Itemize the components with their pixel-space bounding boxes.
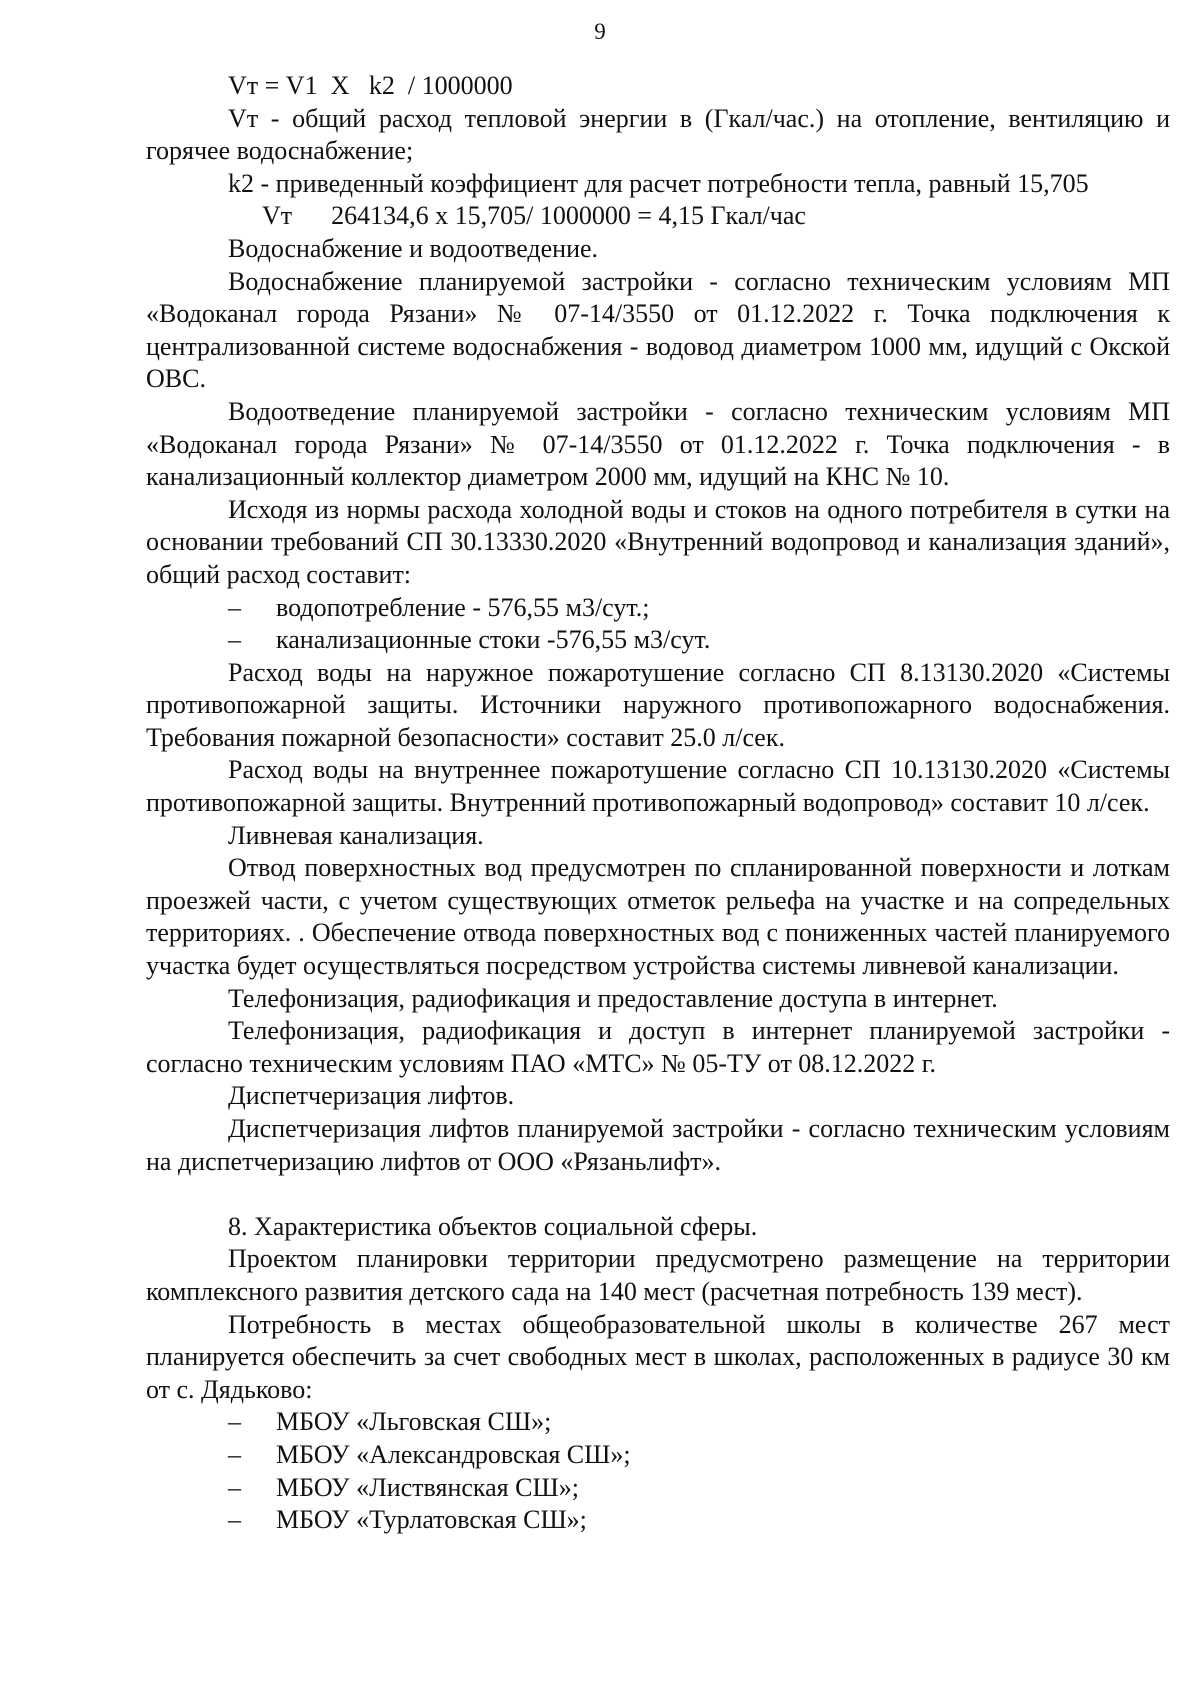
drainage-paragraph: Водоотведение планируемой застройки - согласно техническим условиям МП «Водоканал города Рязани» № 07-14/3550 от 01.12.2022 г. Точка подключения - в канализационный коллектор диаметром 2000 мм, идущий на КНС № 10. <box>146 396 1170 492</box>
k2-definition: k2 - приведенный коэффициент для расчет потребности тепла, равный 15,705 <box>228 168 1089 198</box>
list-item <box>146 1504 1170 1537</box>
telecom-paragraph: Телефонизация, радиофикация и доступ в интернет планируемой застройки - согласно техническим условиям ПАО «МТС» № 05-ТУ от 08.12.2022 г. <box>146 1016 1170 1078</box>
dash-bullet: – <box>228 592 241 622</box>
dash-bullet: – <box>228 1505 241 1535</box>
vt-calculation: Vт 264134,6 х 15,705/ 1000000 = 4,15 Гкал/час <box>262 201 806 231</box>
list-item-text: МБОУ «Льговская СШ»; <box>276 1407 552 1437</box>
list-item-text: МБОУ «Турлатовская СШ»; <box>276 1505 587 1535</box>
schools-intro-paragraph: Потребность в местах общеобразовательной школы в количестве 267 мест планируется обеспечить за счет свободных мест в школах, расположенных в радиусе 30 км от с. Дядьково: <box>146 1309 1170 1404</box>
list-item-text: водопотребление - 576,55 м3/сут.; <box>276 592 650 622</box>
dash-bullet: – <box>228 1439 241 1469</box>
schools-list <box>146 1406 1170 1536</box>
telecom-heading: Телефонизация, радиофикация и предоставление доступа в интернет. <box>228 983 998 1013</box>
vt-formula: Vт = V1 Х k2 / 1000000 <box>228 71 513 100</box>
document-body <box>146 70 1170 1537</box>
list-item <box>146 624 1170 657</box>
storm-heading: Ливневая канализация. <box>228 820 484 850</box>
internal-fire-paragraph: Расход воды на внутреннее пожаротушение согласно СП 10.13130.2020 «Системы противопожарной защиты. Внутренний противопожарный водопровод» составит 10 л/сек. <box>146 755 1170 818</box>
list-item <box>146 1472 1170 1505</box>
consumption-intro: Исходя из нормы расхода холодной воды и стоков на одного потребителя в сутки на основании требований СП 30.13330.2020 «Внутренний водопровод и канализация зданий», общий расход составит: <box>146 494 1170 589</box>
list-item-text: МБОУ «Александровская СШ»; <box>276 1439 631 1469</box>
list-item-text: канализационные стоки -576,55 м3/сут. <box>276 625 711 655</box>
lift-heading: Диспетчеризация лифтов. <box>228 1081 515 1111</box>
water-supply-paragraph: Водоснабжение планируемой застройки - согласно техническим условиям МП «Водоканал города Рязани» № 07-14/3550 от 01.12.2022 г. Точка подключения к централизованной системе водоснабжения - водовод диаметром 1000 мм, идущий с Окской ОВС. <box>146 266 1170 394</box>
external-fire-paragraph: Расход воды на наружное пожаротушение согласно СП 8.13130.2020 «Системы противопожарной защиты. Источники наружного противопожарного водоснабжения. Требования пожарной безопасности» составит 25.0 л/сек. <box>146 657 1170 752</box>
section-spacer <box>146 1178 1170 1211</box>
list-item-text: МБОУ «Листвянская СШ»; <box>276 1472 579 1502</box>
kindergarten-paragraph: Проектом планировки территории предусмотрено размещение на территории комплексного развития детского сада на 140 мест (расчетная потребность 139 мест). <box>146 1244 1170 1306</box>
dash-bullet: – <box>228 1472 241 1502</box>
page-number: 9 <box>594 19 606 44</box>
list-item <box>146 1439 1170 1472</box>
consumption-list <box>146 592 1170 657</box>
dash-bullet: – <box>228 625 241 655</box>
storm-paragraph: Отвод поверхностных вод предусмотрен по спланированной поверхности и лоткам проезжей части, с учетом существующих отметок рельефа на участке и на сопредельных территориях. . Обеспечение отвода поверхностных вод с пониженных частей планируемого участка будет осуществляться посредством устройства системы ливневой канализации. <box>146 853 1170 981</box>
water-heading: Водоснабжение и водоотведение. <box>228 233 599 263</box>
vt-definition: Vт - общий расход тепловой энергии в (Гкал/час.) на отопление, вентиляцию и горячее водоснабжение; <box>146 103 1170 166</box>
list-item <box>146 1406 1170 1439</box>
dash-bullet: – <box>228 1407 241 1437</box>
list-item <box>146 592 1170 625</box>
social-section-heading: 8. Характеристика объектов социальной сферы. <box>228 1211 758 1241</box>
lift-paragraph: Диспетчеризация лифтов планируемой застройки - согласно техническим условиям на диспетчеризацию лифтов от ООО «Рязаньлифт». <box>146 1114 1170 1176</box>
